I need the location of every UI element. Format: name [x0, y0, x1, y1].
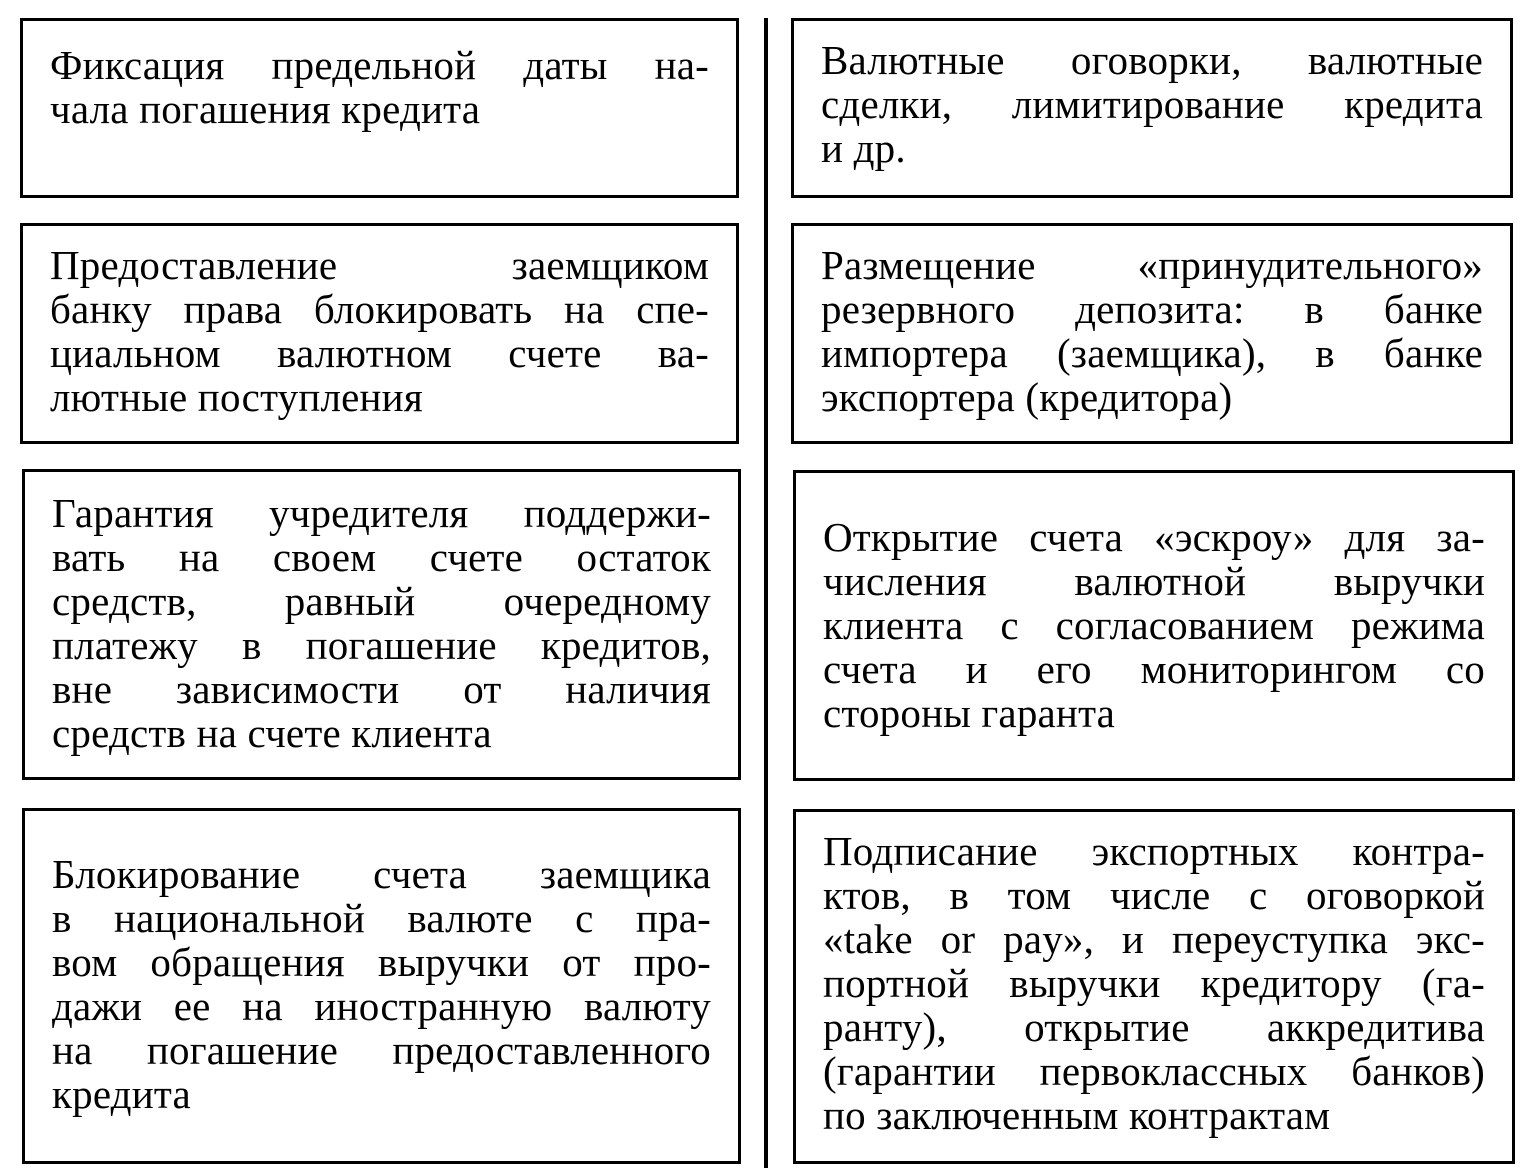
text-line: Предоставление заемщиком	[50, 242, 709, 288]
box-text	[823, 515, 1485, 735]
box-text	[50, 243, 709, 419]
text-line: чала погашения кредита	[50, 86, 481, 132]
box-text	[823, 829, 1485, 1137]
text-line: средств на счете клиента	[52, 710, 492, 756]
text-line: портной выручки кредитору (га-	[823, 960, 1485, 1006]
right-box-1	[791, 18, 1513, 198]
text-line: дажи ее на иностранную валюту	[52, 983, 711, 1029]
text-line: вом обращения выручки от про-	[52, 939, 711, 985]
text-line: Валютные оговорки, валютные	[821, 37, 1483, 83]
text-line: (гарантии первоклассных банков)	[823, 1048, 1485, 1094]
left-box-4	[22, 808, 741, 1164]
left-box-2	[20, 223, 739, 444]
text-line: числения валютной выручки	[823, 558, 1485, 604]
box-text	[52, 491, 711, 755]
text-line: импортера (заемщика), в банке	[821, 330, 1483, 376]
text-line: Фиксация предельной даты на-	[50, 42, 709, 88]
text-line: экспортера (кредитора)	[821, 374, 1233, 420]
text-line: по заключенным контрактам	[823, 1092, 1331, 1138]
text-line: стороны гаранта	[823, 690, 1116, 736]
text-line: Блокирование счета заемщика	[52, 851, 711, 897]
text-line: ранту), открытие аккредитива	[823, 1004, 1485, 1050]
right-box-4	[793, 809, 1515, 1164]
text-line: Открытие счета «эскроу» для за-	[823, 514, 1485, 560]
right-box-3	[793, 470, 1515, 781]
text-line: клиента с согласованием режима	[823, 602, 1485, 648]
left-box-1	[20, 18, 739, 198]
text-line: Подписание экспортных контра-	[823, 828, 1485, 874]
box-text	[821, 243, 1483, 419]
text-line: Размещение «принудительного»	[821, 242, 1483, 288]
text-line: на погашение предоставленного	[52, 1027, 711, 1073]
text-line: Гарантия учредителя поддержи-	[52, 490, 711, 536]
text-line: резервного депозита: в банке	[821, 286, 1483, 332]
text-line: вать на своем счете остаток	[52, 534, 711, 580]
text-line: и др.	[821, 125, 906, 171]
text-line: средств, равный очередному	[52, 578, 711, 624]
column-divider	[764, 18, 768, 1168]
text-line: банку права блокировать на спе-	[50, 286, 709, 332]
text-line: «take or pay», и переуступка экс-	[823, 916, 1485, 962]
box-text	[50, 43, 709, 131]
text-line: кредита	[52, 1071, 191, 1117]
text-line: сделки, лимитирование кредита	[821, 81, 1483, 127]
text-line: ктов, в том числе с оговоркой	[823, 872, 1485, 918]
text-line: вне зависимости от наличия	[52, 666, 711, 712]
text-line: в национальной валюте с пра-	[52, 895, 711, 941]
right-box-2	[791, 223, 1513, 444]
text-line: счета и его мониторингом со	[823, 646, 1485, 692]
left-box-3	[22, 469, 741, 780]
text-line: циальном валютном счете ва-	[50, 330, 709, 376]
box-text	[821, 38, 1483, 170]
text-line: лютные поступления	[50, 374, 423, 420]
text-line: платежу в погашение кредитов,	[52, 622, 711, 668]
box-text	[52, 852, 711, 1116]
